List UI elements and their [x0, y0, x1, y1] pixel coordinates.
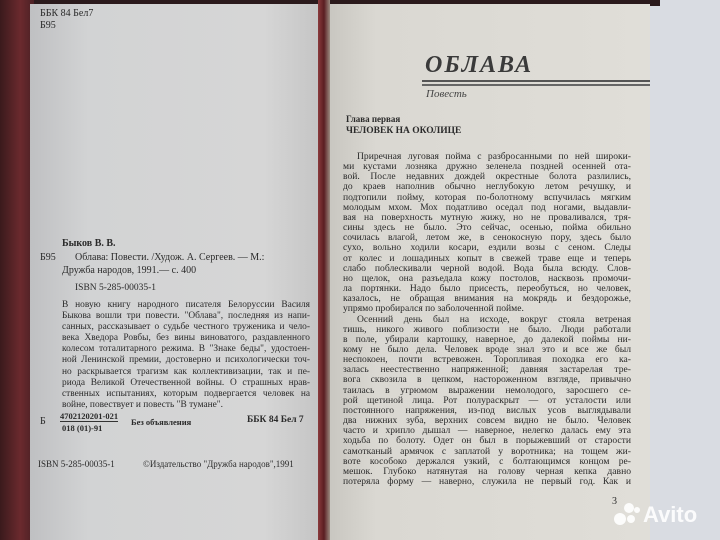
- text-line: залась неестественно напряженной; давняя застарелая тре-: [343, 365, 631, 376]
- text-line: молодым мхом. Мох податливо оседал под ногами, выдавли-: [343, 202, 631, 213]
- text-line: кому не было дела. Человек вроде знал это и все же был: [343, 344, 631, 355]
- avito-logo-icon: [614, 503, 640, 527]
- paragraph-1: [343, 152, 631, 315]
- text-line: самотканый армячок с заплатой у воротника; на тощем жи-: [343, 446, 631, 457]
- text-line: Приречная луговая пойма с разбросанными по ней широки-: [357, 152, 631, 162]
- avito-watermark: Avito: [643, 502, 698, 527]
- text-line: часто и хрипло дышал — наверное, нелегко далась ему эта: [343, 426, 631, 437]
- text-line: но щелок, она разъедала кожу постолов, насквозь промочи-: [343, 273, 631, 284]
- bbk-bottom: ББК 84 Бел 7: [247, 415, 304, 425]
- text-line: упрямо пробирался по заболоченной пойме.: [343, 304, 524, 315]
- code-numerator: 4702120201-021: [60, 411, 119, 421]
- code-denominator: 018 (01)-91: [62, 423, 103, 433]
- text-line: таилась в угрюмом выражении немолодого, заросшего се-: [343, 385, 631, 396]
- title-rule: [422, 80, 650, 86]
- text-line: рой щетиной лица. Рот полураскрыт — от усталости или: [343, 395, 631, 406]
- book-title: ОБЛАВА: [425, 52, 534, 78]
- paragraph-2: [343, 315, 631, 488]
- bbk-top: ББК 84 Бел7: [40, 8, 94, 19]
- text-line: ственных испытаниях, которым подвергается человек на: [62, 388, 310, 399]
- text-line: Быкова вошли три повести. "Облава", последняя из напи-: [62, 311, 310, 322]
- text-line: до краев наполнив обычно неглубокую летом речушку, и: [343, 182, 631, 193]
- text-line: риода Великой Отечественной войны. О страшных нрав-: [62, 377, 310, 388]
- text-line: мешок. Глубоко натянутая на голову черная кепка давно: [343, 466, 631, 477]
- biblio-line-2: Дружба народов, 1991.— с. 400: [62, 265, 197, 276]
- text-line: вога сквозила в цепком, настороженном взгляде, привычно: [343, 375, 631, 386]
- index-top: Б95: [40, 20, 56, 31]
- chapter-title: ЧЕЛОВЕК НА ОКОЛИЦЕ: [346, 126, 462, 136]
- no-ads-label: Без объявления: [131, 417, 192, 427]
- text-line: неспокоен, почти встревожен. Торопливая походка его ка-: [343, 355, 631, 366]
- text-line: ходьба по болоту. Одет он был в порыжевший от старости: [343, 436, 631, 447]
- index: Б95: [40, 252, 56, 263]
- text-line: два нижних зуба, верхних совсем видно не было. Человек: [343, 416, 631, 427]
- text-line: В новую книгу народного писателя Белоруссии Василя: [62, 300, 310, 310]
- text-line: тишь, никого живого поблизости не было. Люди работали: [343, 324, 631, 335]
- text-line: сочилась влагой, летом же, в сенокосную пору, здесь было: [343, 233, 631, 244]
- text-line: но раскрывается трагизм как коллективизации, так и пе-: [62, 366, 310, 377]
- text-line: вой. После недавних дождей окрестные болота разлились,: [343, 172, 631, 183]
- text-line: слабо поблескивали черной водой. Вода была всюду. Слов-: [343, 263, 631, 274]
- text-line: войне, повествует и повесть "В тумане".: [62, 399, 223, 410]
- text-line: сухо, вольно ходили косари, ездили возы с сеном. Следы: [343, 243, 631, 254]
- isbn-bottom: ISBN 5-285-00035-1: [38, 459, 115, 469]
- text-line: в поле, убирали картошку, наверное, до далекой поймы ни-: [343, 334, 631, 345]
- text-line: подтопили пойму, которая по-болотному вспучилась мягким: [343, 192, 631, 203]
- author: Быков В. В.: [62, 238, 116, 249]
- text-line: постоянного напряжения, из-под вислых усов выглядывали: [343, 405, 631, 416]
- text-line: сины здесь не было. Это сейчас, осенью, пойма обильно: [343, 223, 631, 234]
- text-line: колесом тоталитарного режима. В "Знаке беды", удостоен-: [62, 344, 310, 355]
- code-letter: Б: [40, 416, 46, 427]
- text-line: воте кособоко держался узкий, с болтающимся концом ре-: [343, 456, 631, 467]
- copyright: ©Издательство "Дружба народов",1991: [143, 459, 294, 469]
- subtitle: Повесть: [426, 88, 467, 100]
- book-gutter: [318, 0, 330, 540]
- chapter-label: Глава первая: [346, 114, 401, 124]
- text-line: казалось, не обращая внимания на мокрядь и бездорожье,: [343, 294, 631, 305]
- biblio-line-1: Облава: Повести. /Худож. А. Сергеев. — М.:: [75, 252, 265, 263]
- text-line: потеряла форму — наверно, служила не первый год. Как и: [343, 477, 631, 487]
- text-line: ной Ленинской премии, достоверно и психологически точ-: [62, 355, 310, 366]
- text-line: от колес и лошадиных копыт в свежей траве еще и теперь: [343, 253, 631, 264]
- isbn: ISBN 5-285-00035-1: [75, 283, 157, 293]
- text-line: Осенний день был на исходе, вокруг стояла ветреная: [357, 314, 631, 325]
- page-number: 3: [612, 496, 617, 507]
- book-cover-edge: [0, 0, 34, 540]
- text-line: ла портянки. Надо было присесть, переобуться, но человек,: [343, 284, 631, 295]
- text-line: санных, рассказывает о судьбе честного труженика и чело-: [62, 322, 310, 333]
- body-text: [343, 152, 631, 487]
- text-line: ми кустами лозняка дружно зеленела поздней осенней ота-: [343, 162, 631, 173]
- text-line: вая на поверхность мутную жижу, но не проваливался, тря-: [343, 212, 631, 223]
- annotation: [62, 300, 310, 411]
- text-line: века Хведора Ровбы, без вины виноватого, раздавленного: [62, 333, 310, 344]
